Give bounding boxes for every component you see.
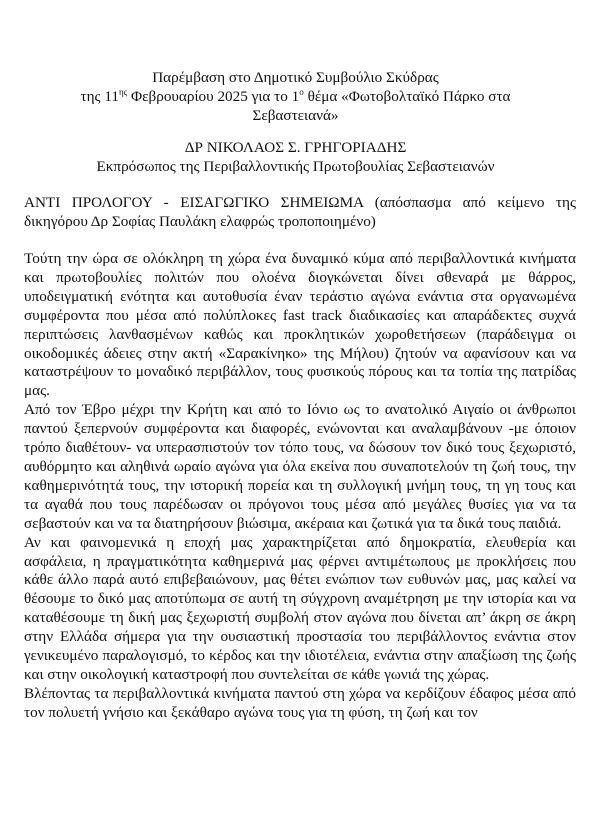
header-line-2-middle: Φεβρουαρίου 2025 για το 1 <box>127 88 300 105</box>
ordinal-suffix-day: ης <box>118 86 128 97</box>
body-paragraph-2: Από τον Έβρο μέχρι την Κρήτη και από το Ιόνιο ως το ανατολικό Αιγαίο οι άνθρωποι παντού ξεπερνούν συμφέροντα και διαφορές, ενώνονται και αναλαμβάνουν -με όποιον τρόπο διαθέτουν- να υπερασπιστούν τον τόπο τους, να δώσουν τον δικό τους ξεχωριστό, αυθόρμητο και αληθινά ωραίο αγώνα για όλα εκείνα που συναποτελούν τη ζωή τους, την καθημερινότητά τους, την ιστορική πορεία και τη συλλογική μνήμη τους, τη γη τους και τα αγαθά που τους παρέδωσαν οι πρόγονοι τους μέσα από μεγάλες θυσίες για να τα σεβαστούν και να τα διατηρήσουν βιώσιμα, ακέραια και ζωτικά για τα δικά τους παιδιά. <box>24 401 576 532</box>
author-block <box>0 138 591 176</box>
author-name: ΔΡ ΝΙΚΟΛΑΟΣ Σ. ΓΡΗΓΟΡΙΑΔΗΣ <box>184 139 407 156</box>
body-paragraph-4: Βλέποντας τα περιβαλλοντικά κινήματα παντού στη χώρα να κερδίζουν έδαφος μέσα από τον πολυετή γνήσιο και ξεκάθαρο αγώνα τους για τη φύση, τη ζωή και τον <box>24 684 576 721</box>
header-line-1: Παρέμβαση στο Δημοτικό Συμβούλιο Σκύδρας <box>152 69 439 86</box>
header-line-2 <box>0 87 591 106</box>
author-role: Εκπρόσωπος της Περιβαλλοντικής Πρωτοβουλίας Σεβαστειανών <box>96 158 495 175</box>
document-body <box>24 250 576 723</box>
body-paragraph-1: Τούτη την ώρα σε ολόκληρη τη χώρα ένα δυναμικό κύμα από περιβαλλοντικά κινήματα και πρωτοβουλίες πολιτών που ολοένα διογκώνεται δίνει σθεναρά με θάρρος, υποδειγματική ενότητα και αυτοθυσία έναν τεράστιο αγώνα ενάντια στα οργανωμένα συμφέροντα που μέσα από πολύπλοκες fast track διαδικασίες και απαράδεκτες συχνά περιπτώσεις λανθασμένων καθώς και προκλητικών χωροθετήσεων (παράδειγμα οι οικοδομικές άδειες στην ακτή «Σαρακίνηκο» της Μήλου) ζητούν να αφανίσουν και να καταστρέψουν το μοναδικό περιβάλλον, τους φυσικούς πόρους και τα τοπία της πατρίδας μας. <box>24 250 576 400</box>
preface-note <box>24 193 576 231</box>
document-header <box>0 68 591 125</box>
body-paragraph-3: Αν και φαινομενικά η εποχή μας χαρακτηρίζεται από δημοκρατία, ελευθερία και ασφάλεια, η πραγματικότητα καθημερινά μας φέρνει αντιμέτωπους με προκλήσεις που κάθε άλλο παρά αυτό επιβεβαιώνουν, μας θέτει ενώπιον των ευθυνών μας, μας καλεί να θέσουμε το δικό μας αποτύπωμα σε αυτή τη σύγχρονη αναμέτρηση με την ιστορία και να καταθέσουμε τη δική μας ξεχωριστή συμβολή στον αγώνα που δίνεται απ’ άκρη σε άκρη στην Ελλάδα σήμερα για την ουσιαστική προστασία του περιβάλλοντος ενάντια στον γενικευμένο παραλογισμό, το κέρδος και την ιδιοτέλεια, ενάντια στην απαξίωση της ζωής και στην οικολογική καταστροφή που συντελείται σε κάθε γωνιά της χώρας. <box>24 533 576 683</box>
header-line-3: Σεβαστειανά» <box>252 107 339 124</box>
preface-source-note: (απόσπασμα από κείμενο της δικηγόρου Δρ Σοφίας Παυλάκη ελαφρώς τροποποιημένο) <box>24 194 576 230</box>
preface-heading: ΑΝΤΙ ΠΡΟΛΟΓΟΥ - ΕΙΣΑΓΩΓΙΚΟ ΣΗΜΕΙΩΜΑ <box>24 194 364 211</box>
header-line-2-end: θέμα «Φωτοβολταϊκό Πάρκο στα <box>303 88 511 105</box>
ordinal-suffix-topic: ο <box>299 86 304 97</box>
header-line-2-start: της 11 <box>80 88 119 105</box>
